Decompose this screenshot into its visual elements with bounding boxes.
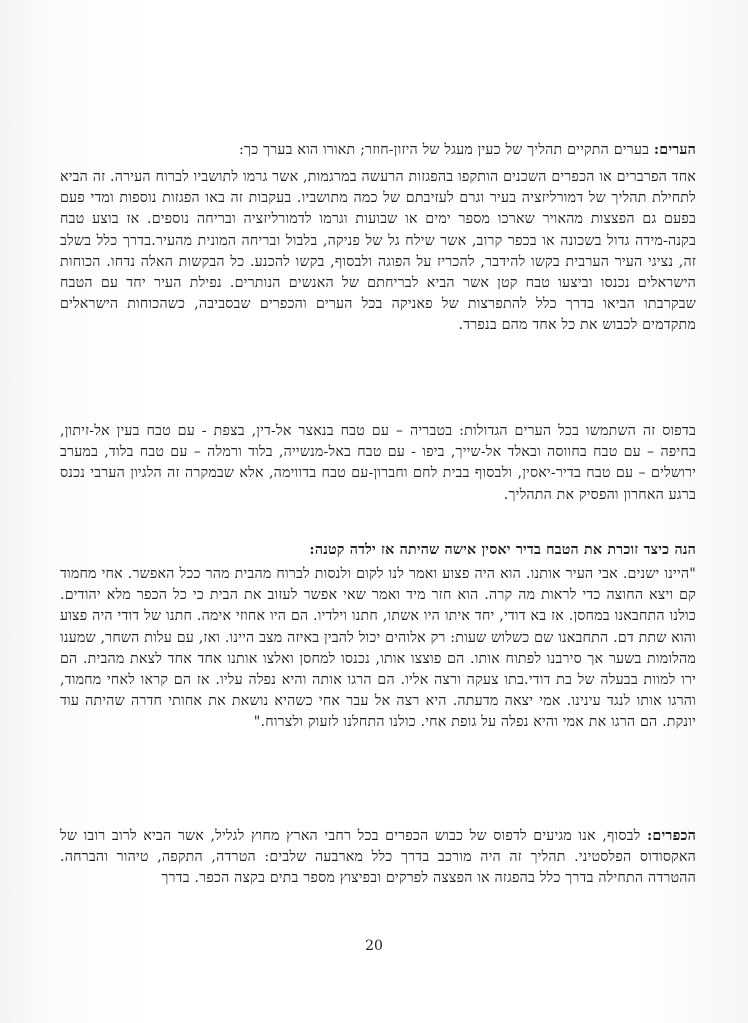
testimony-heading: הנה כיצד זוכרת את הטבח בדיר יאסין אישה שהיתה אז ילדה קטנה:	[309, 542, 696, 558]
intro-text: בערים התקיים תהליך של כעין מעגל של היזון-חוזר; תאורו הוא בערך כך:	[239, 142, 654, 158]
page-number: 20	[365, 938, 383, 954]
paragraph-cities-pattern: בדפוס זה השתמשו בכל הערים הגדולות: בטבריה – עם טבח בנאצר אל-דין, בצפת - עם טבח בעין אל-זיתון, בחיפה – עם טבח בחווסה ובאלד אל-שייך, ביפו - עם טבח באל-מנשייה, בלוד ורמלה – עם טבח בלוד, במערב ירושלים – עם טבח בדיר-יאסין, ולבסוף בבית לחם וחברון-עם טבח בדווימה, אלא שבמקרה זה הלגיון הערבי נכנס ברגע האחרון והפסיק את התהליך.	[60, 423, 696, 503]
paragraph-cities-cycle: אחד הפרברים או הכפרים השכנים הותקפו בהפגזות הרעשה במרגמות, אשר גרמו לתושביו לברוח העירה. זה הביא לתחילת תהליך של דמורליזציה בעיר וגרם לעזיבתם של כמה מתושביו. בעקבות זה באו הפגזות נוספות ומדי פעם בפעם גם הפצצות מהאויר שארכו מספר ימים או שבועות וגרמו לדמורליזציה ובריחה נוספים. אז בוצע טבח בקנה-מידה גדול בשכונה או בכפר קרוב, אשר שילח גל של פניקה, בלבול ובריחה המונית מהעיר.בדרך כלל בשלב זה, נציגי העיר הערבית בקשו להידבר, להכריז על הפוגה ולבסוף, בקשו להכנע. כל הבקשות האלה נדחו. הכוחות הישראלים נכנסו וביצעו טבח קטן אשר הביא לבריחתם של האנשים הנותרים. נפילת העיר יחד עם הטבח שבקרבתו הביאו בדרך כלל להתפרצות של פאניקה בכל הערים והכפרים שבסביבה, כשהכוחות הישראלים מתקדמים לכבוש את כל אחד מהם בנפרד.	[60, 169, 696, 334]
intro-paragraph	[60, 140, 696, 161]
villages-text: לבסוף, אנו מגיעים לדפוס של כבוש הכפרים בכל רחבי הארץ מחוץ לגליל, אשר הביא לרוב רובו של האקסודוס הפלסטיני. תהליך זה היה מורכב בדרך כלל מארבעה שלבים: הטרדה, התקפה, טיהור והברחה. ההטרדה התחילה בדרך כלל בהפגזה או הפצצה לפרקים ובפיצוץ מספר בתים בקצה הכפר. בדרך	[60, 828, 696, 887]
section-lead-villages: הכפרים:	[647, 828, 696, 844]
section-lead-cities: הערים:	[653, 142, 696, 158]
testimony-quote: "היינו ישנים. אבי העיר אותנו. הוא היה פצוע ואמר לנו לקום ולנסות לברוח מהבית מהר ככל האפשר. אחי מחמוד קם ויצא החוצה כדי לראות מה קרה. הוא חזר מיד ואמר שאי אפשר לעזוב את הבית כי כל הכפר מלא יהודים. כולנו התחבאנו במחסן. אז בא דודי, יחד איתו היו אשתו, חתנו וילדיו. הם היו אחוזי אימה. חתנו של דודי היה פצוע והוא שתת דם. התחבאנו שם כשלוש שעות: רק אלוהים יכול להבין באיזה מצב היינו. ואז, עם עלות השחר, שמענו מהלומות בשער אך סירבנו לפתוח אותו. הם פוצצו אותו, נכנסו למחסן ואלצו אותנו אחד אחד לצאת מהבית. הם ירו למוות בבעלה של בת דודי.בתו צעקה ורצה אליו. הם הרגו אותה והיא נפלה עליו. אז הם קראו לאחי מחמוד, והרגו אותו לנגד עינינו. אמי יצאה מדעתה. היא רצה אל עבר אחי כשהיא נושאת את אחותי חדרה שהיתה עוד יונקת. הם הרגו את אמי והיא נפלה על גופת אחי. כולנו התחלנו לזעוק ולצרוח."	[60, 566, 696, 731]
paragraph-villages	[60, 826, 696, 890]
